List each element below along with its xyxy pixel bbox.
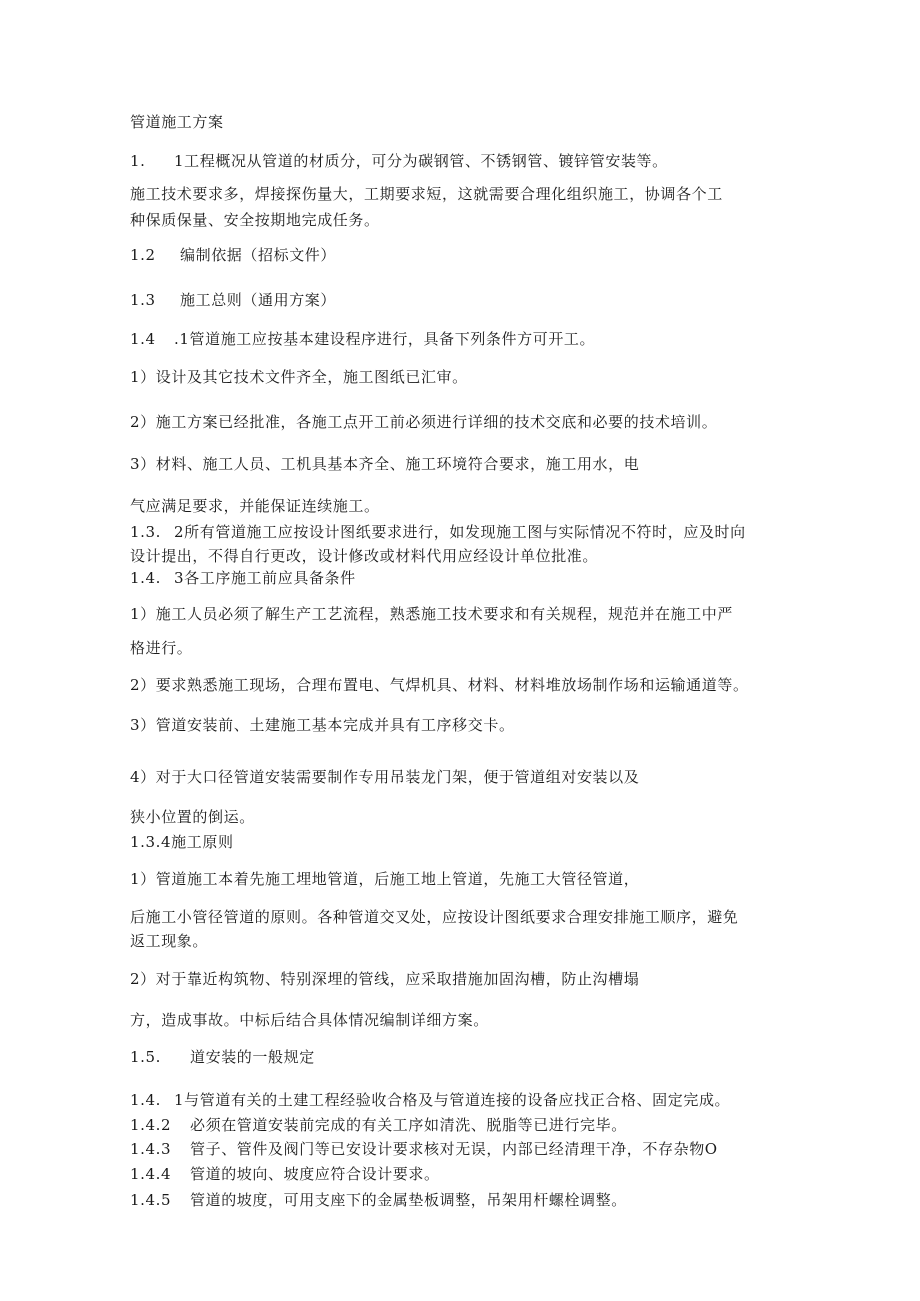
section-number: 1. bbox=[130, 152, 146, 170]
list-item: 1）施工人员必须了解生产工艺流程，熟悉施工技术要求和有关规程，规范并在施工中严 bbox=[130, 605, 733, 623]
line-text: 必须在管道安装前完成的有关工序如清洗、脱脂等已进行完毕。 bbox=[190, 1116, 627, 1134]
line-text: 管道的坡向、坡度应符合设计要求。 bbox=[190, 1165, 440, 1183]
paragraph-line: 返工现象。 bbox=[130, 932, 209, 950]
list-item: 3）材料、施工人员、工机具基本齐全、施工环境符合要求，施工用水，电 bbox=[130, 455, 640, 473]
paragraph-line bbox=[130, 1090, 730, 1110]
section-number: 1.4.5 bbox=[130, 1191, 172, 1209]
line-text: 管子、管件及阀门等已安设计要求核对无误，内部已经清理干净，不存杂物O bbox=[190, 1140, 718, 1158]
section-heading bbox=[130, 1047, 315, 1067]
paragraph-line bbox=[130, 1164, 440, 1184]
list-item: 2）施工方案已经批准，各施工点开工前必须进行详细的技术交底和必要的技术培训。 bbox=[130, 413, 718, 431]
paragraph-line: 格进行。 bbox=[130, 639, 193, 657]
section-number: 1.4.2 bbox=[130, 1116, 172, 1134]
paragraph-line: 种保质保量、安全按期地完成任务。 bbox=[130, 211, 380, 229]
line-text: 2所有管道施工应按设计图纸要求进行，如发现施工图与实际情况不符时，应及时向 bbox=[174, 523, 746, 541]
paragraph-line bbox=[130, 1115, 627, 1135]
section-number: 1.5. bbox=[130, 1048, 162, 1066]
section-number: 1.4.4 bbox=[130, 1165, 172, 1183]
line-text: 1与管道有关的土建工程经验收合格及与管道连接的设备应找正合格、固定完成。 bbox=[174, 1091, 731, 1109]
line-text: 管道的坡度，可用支座下的金属垫板调整，吊架用杆螺栓调整。 bbox=[190, 1191, 627, 1209]
paragraph-line bbox=[130, 1139, 718, 1159]
paragraph-line: 狭小位置的倒运。 bbox=[130, 808, 255, 826]
paragraph-line bbox=[130, 1190, 627, 1210]
list-item: 1）管道施工本着先施工埋地管道，后施工地上管道，先施工大管径管道， bbox=[130, 870, 640, 888]
section-number: 1.3. bbox=[130, 523, 162, 541]
section-number: 1.4. bbox=[130, 1091, 162, 1109]
paragraph-line: 施工技术要求多，焊接探伤量大，工期要求短，这就需要合理化组织施工，协调各个工 bbox=[130, 185, 723, 203]
list-item: 2）对于靠近构筑物、特别深埋的管线，应采取措施加固沟槽，防止沟槽塌 bbox=[130, 970, 640, 988]
section-heading bbox=[130, 290, 336, 310]
line-text: 施工总则（通用方案） bbox=[180, 291, 337, 309]
section-heading: 1.3.4施工原则 bbox=[130, 833, 234, 851]
list-item: 4）对于大口径管道安装需要制作专用吊装龙门架，便于管道组对安装以及 bbox=[130, 768, 640, 786]
paragraph-line: 后施工小管径管道的原则。各种管道交叉处，应按设计图纸要求合理安排施工顺序，避免 bbox=[130, 908, 739, 926]
line-text: 1工程概况从管道的材质分，可分为碳钢管、不锈钢管、镀锌管安装等。 bbox=[174, 152, 668, 170]
paragraph-line bbox=[130, 522, 746, 542]
list-item: 1）设计及其它技术文件齐全，施工图纸已汇审。 bbox=[130, 368, 468, 386]
line-text: 编制依据（招标文件） bbox=[180, 246, 337, 264]
section-heading bbox=[130, 245, 336, 265]
list-item: 2）要求熟悉施工现场，合理布置电、气焊机具、材料、材料堆放场制作场和运输通道等。 bbox=[130, 676, 749, 694]
paragraph-line bbox=[130, 329, 595, 349]
section-number: 1.4. bbox=[130, 569, 162, 587]
section-number: 1.4 bbox=[130, 330, 156, 348]
section-number: 1.3 bbox=[130, 291, 156, 309]
paragraph-line bbox=[130, 151, 668, 171]
line-text: 道安装的一般规定 bbox=[190, 1048, 315, 1066]
section-number: 1.4.3 bbox=[130, 1140, 172, 1158]
section-heading bbox=[130, 568, 356, 588]
paragraph-line: 气应满足要求，并能保证连续施工。 bbox=[130, 497, 380, 515]
paragraph-line: 设计提出，不得自行更改，设计修改或材料代用应经设计单位批准。 bbox=[130, 547, 599, 565]
line-text: .1管道施工应按基本建设程序进行，具备下列条件方可开工。 bbox=[174, 330, 596, 348]
list-item: 3）管道安装前、土建施工基本完成并具有工序移交卡。 bbox=[130, 716, 515, 734]
section-number: 1.2 bbox=[130, 246, 156, 264]
paragraph-line: 方，造成事故。中标后结合具体情况编制详细方案。 bbox=[130, 1011, 489, 1029]
line-text: 3各工序施工前应具备条件 bbox=[174, 569, 356, 587]
doc-title: 管道施工方案 bbox=[130, 113, 224, 131]
